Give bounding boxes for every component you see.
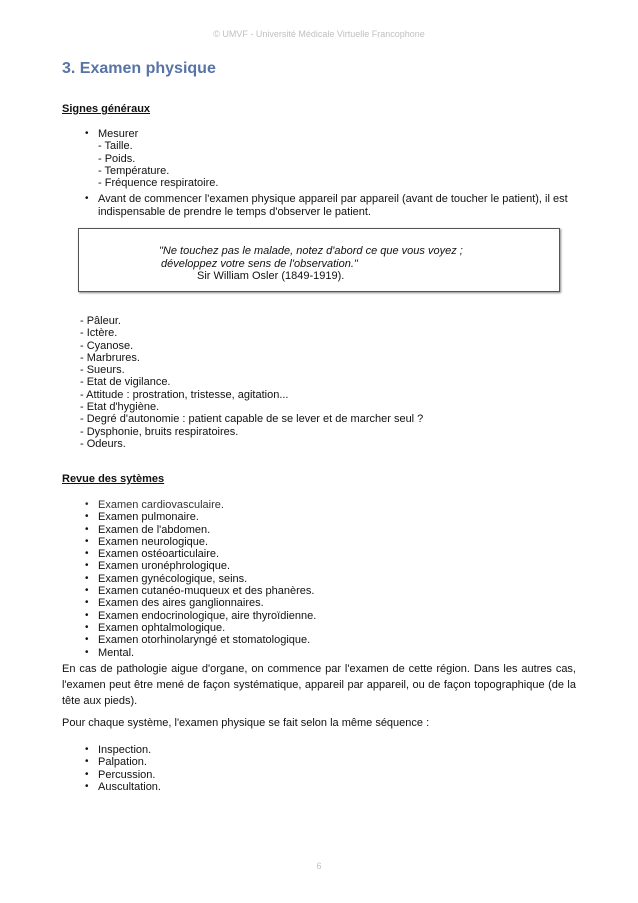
- list-item-measure: [62, 128, 572, 189]
- paragraph-approach: En cas de pathologie aigue d'organe, on commence par l'examen de cette région. Dans les autres cas, l'examen peut être mené de façon systématique, appareil par appareil, ou de façon topographique (de la tête aux pieds).: [62, 663, 576, 707]
- general-signs-list: [62, 128, 572, 222]
- list-item: - Etat d'hygiène.: [80, 401, 160, 414]
- list-item: • Auscultation.: [62, 781, 572, 793]
- observe-line: • Avant de commencer l'examen physique appareil par appareil (avant de toucher le patient), il est: [98, 193, 568, 206]
- list-item: • Percussion.: [62, 769, 572, 781]
- measure-item: - Taille.: [98, 140, 133, 153]
- list-item: - Etat de vigilance.: [80, 376, 171, 389]
- list-item: • Palpation.: [62, 756, 572, 768]
- quote-author: Sir William Osler (1849-1919).: [197, 270, 345, 282]
- paragraph-sequence-intro: Pour chaque système, l'examen physique se fait selon la même séquence :: [62, 717, 430, 729]
- list-item: • Examen neurologique.: [62, 536, 572, 548]
- list-item-observe: [62, 193, 572, 218]
- list-item: • Examen endocrinologique, aire thyroïdienne.: [62, 610, 572, 622]
- list-item: • Examen uronéphrologique.: [62, 560, 572, 572]
- observation-signs-list: [80, 315, 423, 450]
- list-item: - Sueurs.: [80, 364, 125, 377]
- measure-label: • Mesurer: [98, 128, 139, 140]
- measure-item: - Fréquence respiratoire.: [98, 177, 219, 190]
- list-item: - Ictère.: [80, 327, 118, 340]
- subheading-general-signs: Signes généraux: [62, 103, 151, 115]
- list-item: - Pâleur.: [80, 315, 121, 327]
- list-item: • Examen cutanéo-muqueux et des phanères.: [62, 585, 572, 597]
- list-item: - Degré d'autonomie : patient capable de se lever et de marcher seul ?: [80, 413, 424, 426]
- subheading-systems-review: Revue des sytèmes: [62, 473, 165, 485]
- list-item: - Attitude : prostration, tristesse, agitation...: [80, 388, 289, 401]
- list-item: • Examen gynécologique, seins.: [62, 573, 572, 585]
- list-item: - Cyanose.: [80, 339, 134, 352]
- list-item: • Examen ophtalmologique.: [62, 622, 572, 634]
- systems-list: [62, 499, 572, 659]
- list-item: • Examen cardiovasculaire.: [62, 499, 572, 511]
- quote-box: [78, 228, 560, 292]
- list-item: • Inspection.: [62, 744, 572, 756]
- list-item: • Mental.: [62, 647, 572, 659]
- list-item: - Dysphonie, bruits respiratoires.: [80, 425, 239, 438]
- observe-line: indispensable de prendre le temps d'observer le patient.: [98, 205, 371, 218]
- quote-line: développez votre sens de l'observation.": [161, 258, 358, 270]
- list-item: - Odeurs.: [80, 437, 126, 450]
- measure-item: - Poids.: [98, 152, 136, 165]
- list-item: • Examen pulmonaire.: [62, 511, 572, 523]
- list-item: - Marbrures.: [80, 351, 140, 364]
- list-item: • Examen de l'abdomen.: [62, 524, 572, 536]
- section-title: 3. Examen physique: [62, 60, 216, 77]
- quote-line: "Ne touchez pas le malade, notez d'abord ce que vous voyez ;: [159, 245, 463, 257]
- measure-item: - Température.: [98, 164, 170, 177]
- sequence-list: [62, 744, 572, 793]
- list-item: • Examen des aires ganglionnaires.: [62, 597, 572, 609]
- page-number: 6: [316, 861, 322, 871]
- list-item: • Examen ostéoarticulaire.: [62, 548, 572, 560]
- list-item: • Examen otorhinolaryngé et stomatologique.: [62, 634, 572, 646]
- page-header: © UMVF - Université Médicale Virtuelle Francophone: [213, 29, 425, 39]
